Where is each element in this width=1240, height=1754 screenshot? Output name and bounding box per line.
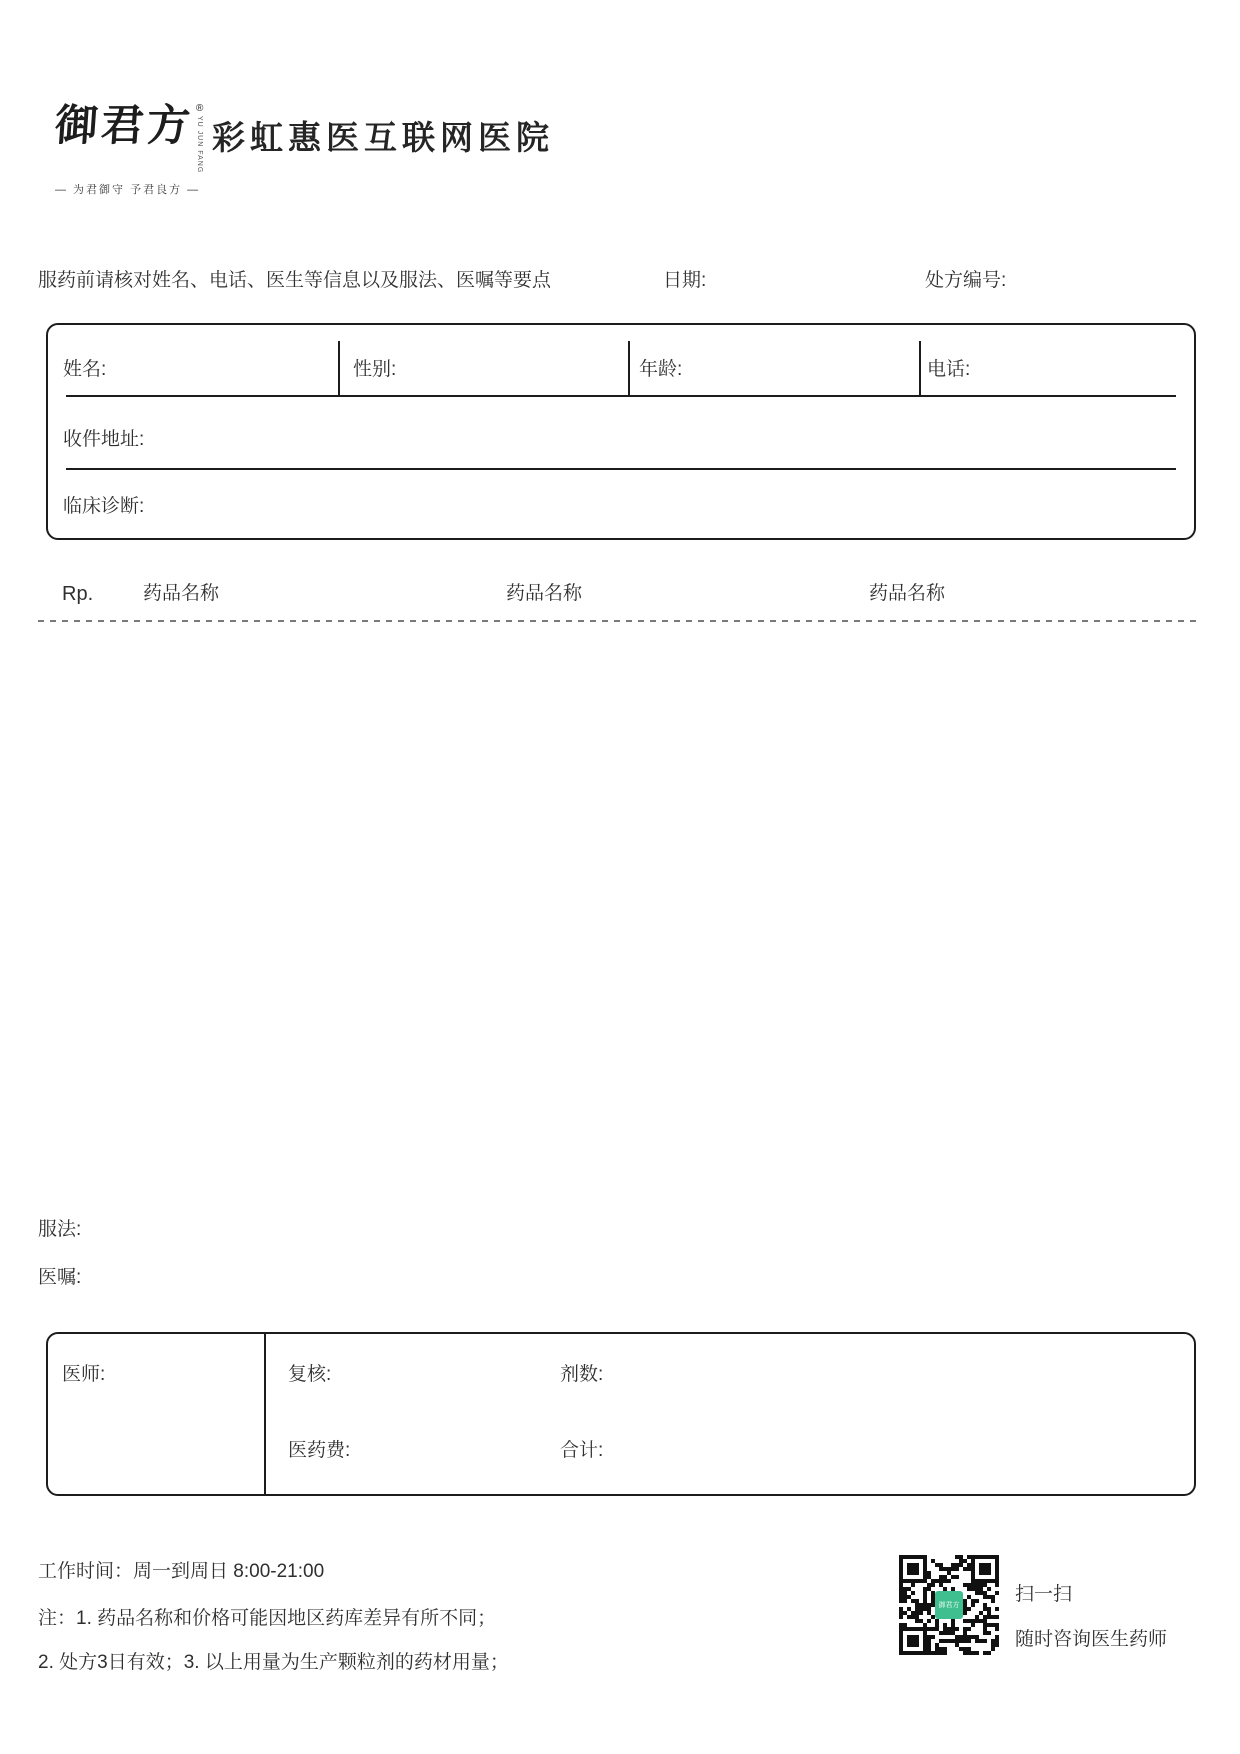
divider (264, 1334, 266, 1494)
drug-name-header-1: 药品名称 (143, 583, 220, 604)
gender-field-label: 性别: (353, 359, 397, 380)
divider (338, 341, 340, 395)
dashed-divider (38, 620, 1200, 622)
name-field-label: 姓名: (63, 359, 107, 380)
logo-text: 御君方 (53, 101, 195, 151)
note-line-1: 注：1. 药品名称和价格可能因地区药库差异有所不同； (38, 1608, 497, 1629)
registered-mark-icon: ® (196, 103, 204, 114)
drug-name-header-2: 药品名称 (506, 583, 583, 604)
doctor-label: 医师: (62, 1364, 106, 1385)
phone-field-label: 电话: (927, 359, 971, 380)
note-line-2: 2. 处方3日有效；3. 以上用量为生产颗粒剂的药材用量； (38, 1652, 509, 1673)
work-hours-text: 工作时间：周一到周日 8:00-21:00 (38, 1561, 325, 1582)
total-label: 合计: (560, 1440, 604, 1461)
summary-box (46, 1332, 1196, 1496)
brand-logo (53, 101, 204, 197)
date-label: 日期: (663, 270, 707, 291)
age-field-label: 年龄: (639, 359, 683, 380)
svg-text:御君方: 御君方 (938, 1602, 960, 1609)
dose-count-label: 剂数: (560, 1364, 604, 1385)
review-label: 复核: (288, 1364, 332, 1385)
divider (66, 468, 1176, 470)
rp-label: Rp. (62, 583, 94, 605)
divider (919, 341, 921, 395)
medical-fee-label: 医药费: (288, 1440, 351, 1461)
diagnosis-field-label: 临床诊断: (63, 496, 145, 517)
drug-name-header-3: 药品名称 (869, 583, 946, 604)
check-reminder-text: 服药前请核对姓名、电话、医生等信息以及服法、医嘱等要点 (38, 270, 552, 291)
usage-label: 服法: (38, 1219, 82, 1240)
hospital-title: 彩虹惠医互联网医院 (212, 119, 554, 156)
qr-description-label: 随时咨询医生药师 (1015, 1629, 1168, 1650)
address-field-label: 收件地址: (63, 429, 145, 450)
qr-scan-label: 扫一扫 (1015, 1584, 1073, 1605)
patient-info-box (46, 323, 1196, 540)
logo-english-vertical: YU JUN FANG (196, 116, 204, 174)
qr-code (899, 1555, 999, 1655)
divider (628, 341, 630, 395)
divider (66, 395, 1176, 397)
brand-tagline: — 为君御守 予君良方 — (55, 184, 201, 197)
advice-label: 医嘱: (38, 1267, 82, 1288)
rx-number-label: 处方编号: (925, 270, 1007, 291)
